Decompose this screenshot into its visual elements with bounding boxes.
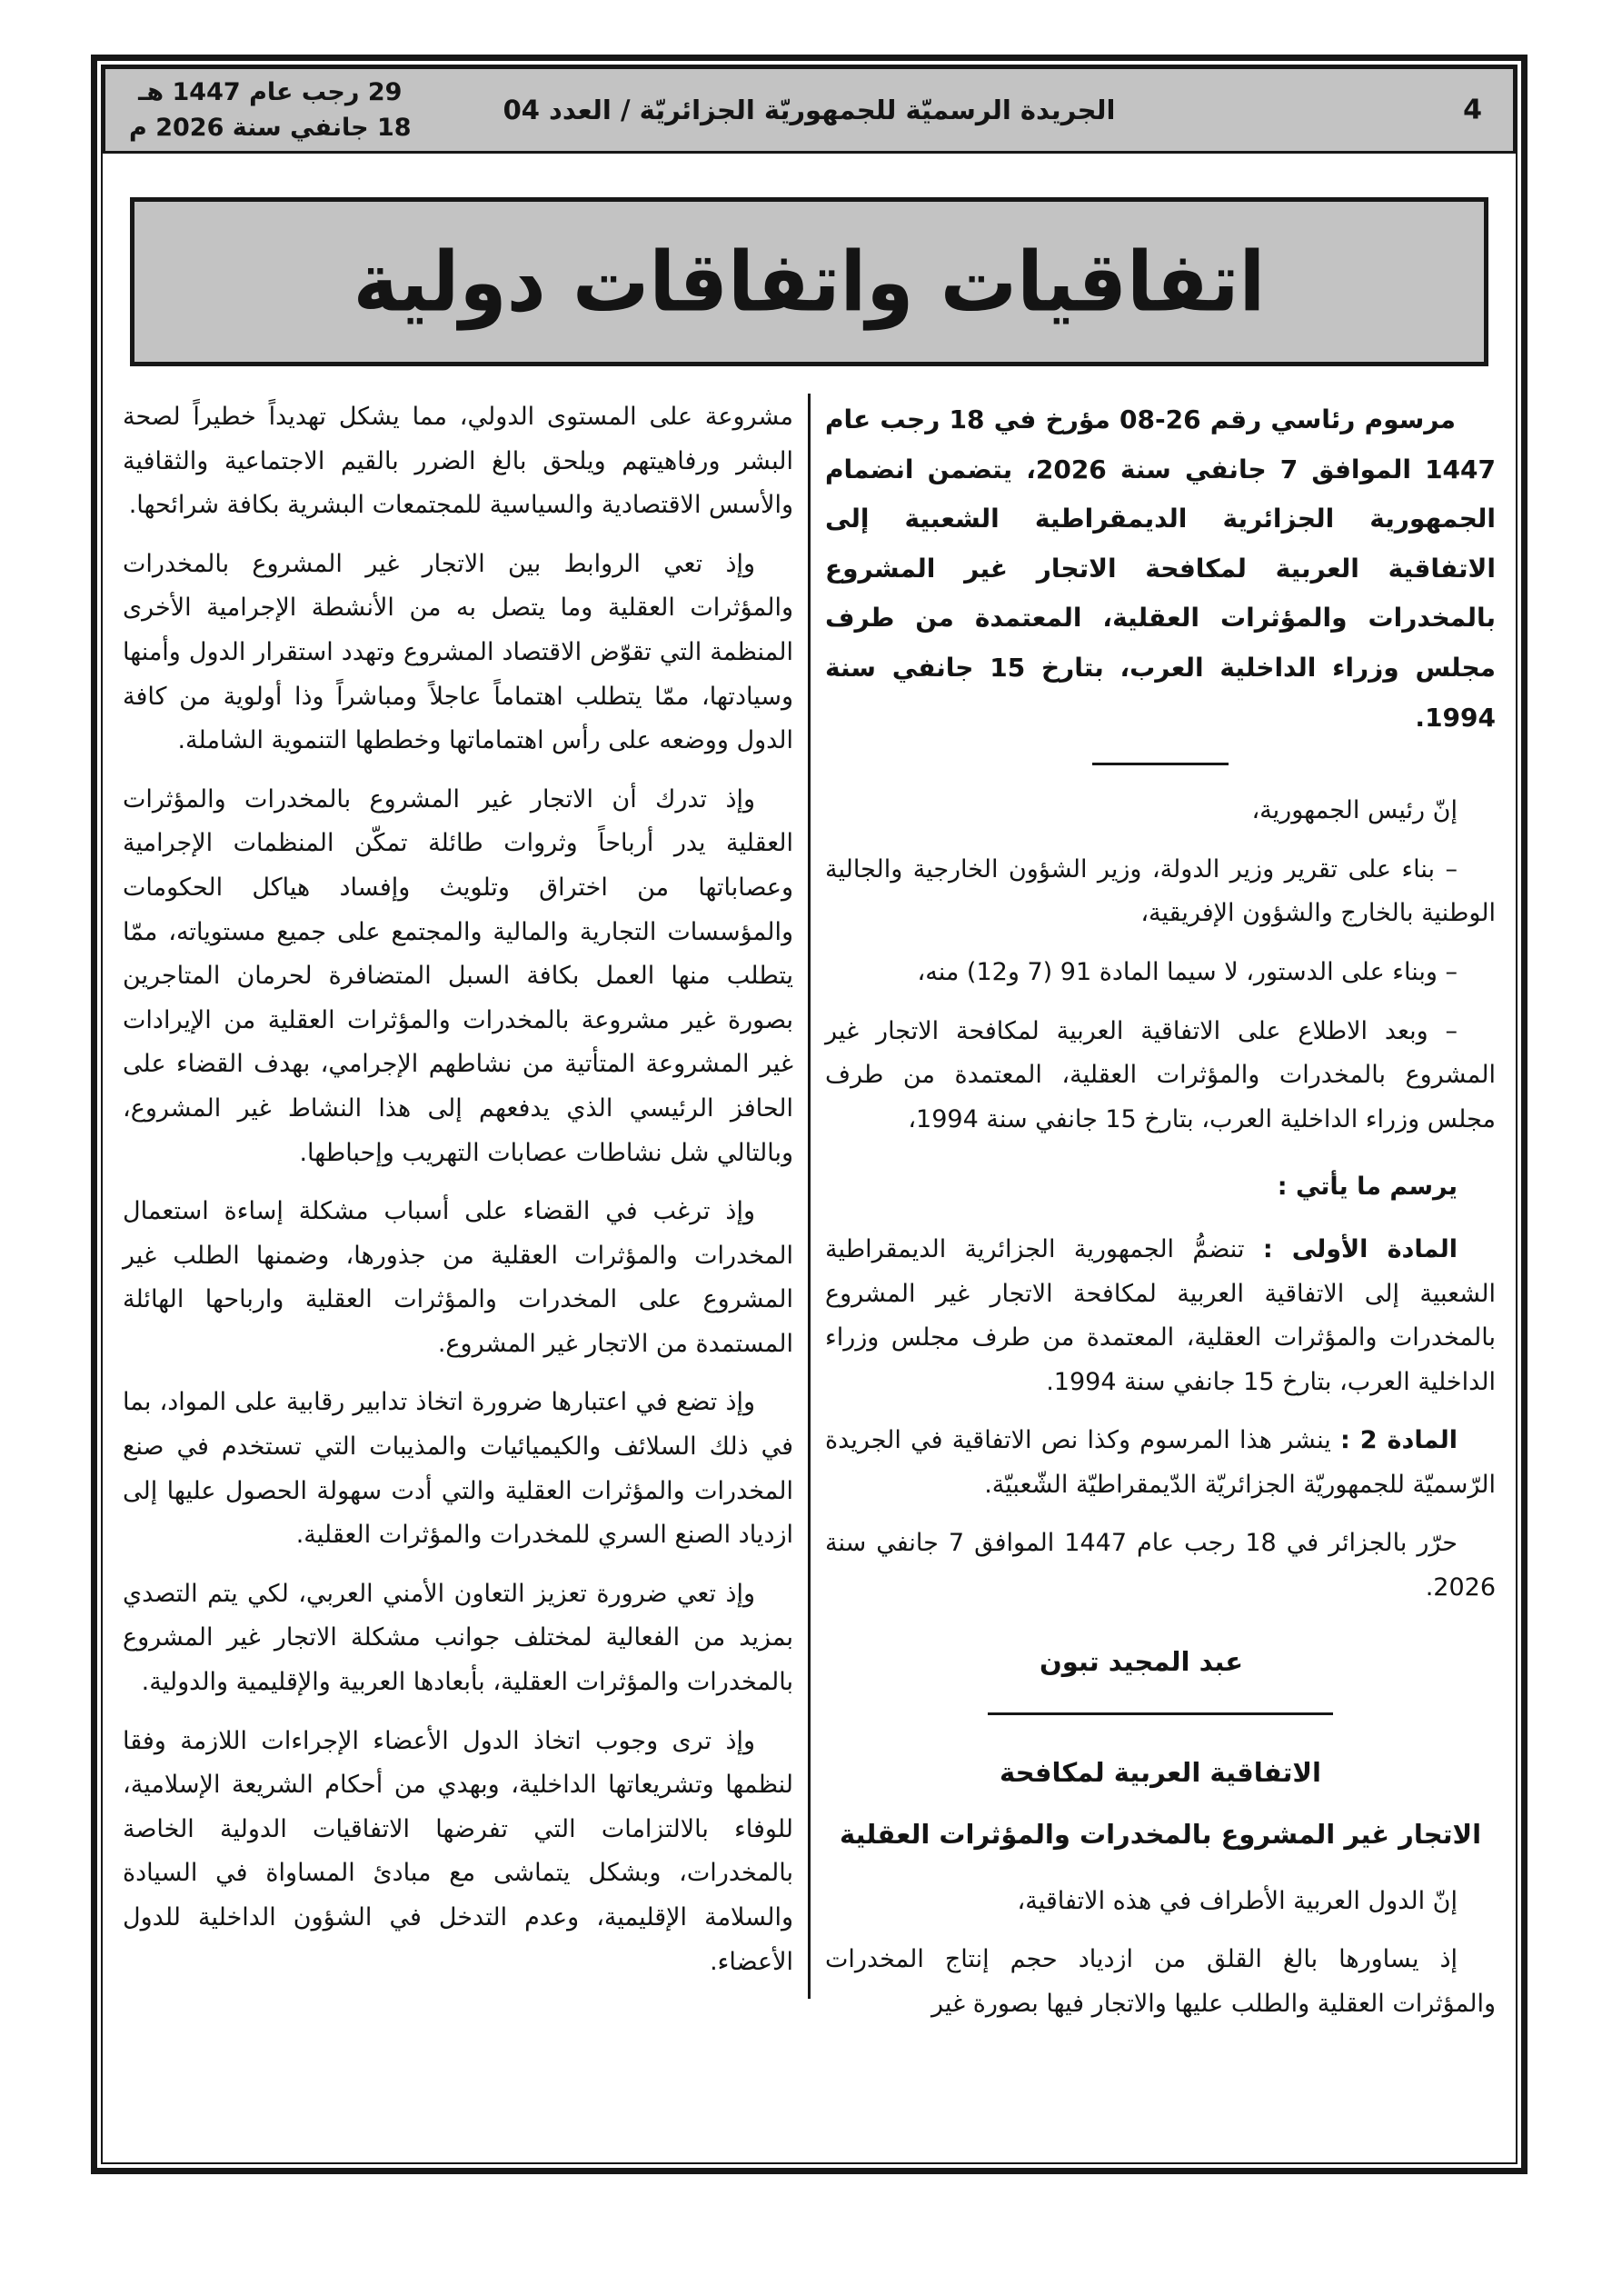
column-divider bbox=[808, 394, 811, 1999]
convention-paragraph: وإذ تعي الروابط بين الاتجار غير المشروع بالمخدرات والمؤثرات العقلية وما يتصل به من الأنشطة الإجرامية الأخرى المنظمة التي تقوّض الاقتصاد المشروع وتهدد استقرار الدول وأمنها وسيادتها، ممّا يتطلب اهتماماً عاجلاً ومباشراً وذا أولوية من كافة الدول ووضعه على رأس اهتماماتها وخططها التنموية الشاملة. bbox=[123, 549, 794, 755]
article-2-label: المادة 2 : bbox=[1339, 1426, 1458, 1455]
section-banner bbox=[130, 197, 1488, 366]
article-1 bbox=[825, 1228, 1496, 1404]
separator-rule bbox=[1092, 763, 1229, 765]
convention-title bbox=[825, 1752, 1496, 1856]
convention-title-line1: الاتفاقية العربية لمكافحة bbox=[1000, 1756, 1321, 1788]
visa-convention: – وبعد الاطلاع على الاتفاقية العربية لمكافحة الاتجار غير المشروع بالمخدرات والمؤثرات العقلية، المعتمدة من طرف مجلس وزراء الداخلية العرب، بتارخ 15 جانفي سنة 1994، bbox=[825, 1016, 1496, 1133]
convention-intro: إنّ الدول العربية الأطراف في هذه الاتفاقية، bbox=[1017, 1886, 1458, 1915]
column-left bbox=[110, 390, 806, 2026]
page-frame-inner bbox=[101, 65, 1518, 2164]
convention-paragraph: مشروعة على المستوى الدولي، مما يشكل تهديداً خطيراً لصحة البشر ورفاهيتهم ويلحق بالغ الضرر بالقيم الاجتماعية والثقافية والأسس الاقتصادية والسياسية للمجتمعات البشرية بكافة شرائحها. bbox=[123, 403, 794, 520]
header-date-hijri: 29 رجب عام 1447 هـ bbox=[138, 77, 403, 106]
article-1-text: تنضمُّ الجمهورية الجزائرية الديمقراطية الشعبية إلى الاتفاقية العربية لمكافحة الاتجار غير المشروع بالمخدرات والمؤثرات العقلية، المعتمدة من طرف مجلس وزراء الداخلية العرب، بتارخ 15 جانفي سنة 1994. bbox=[825, 1234, 1496, 1396]
article-2 bbox=[825, 1419, 1496, 1507]
header-band bbox=[103, 66, 1516, 154]
convention-paragraph: وإذ تعي ضرورة تعزيز التعاون الأمني العربي، لكي يتم التصدي بمزيد من الفعالية لمختلف جوانب مشكلة الاتجار غير المشروع بالمخدرات والمؤثرات العقلية، بأبعادها العربية والإقليمية والدولية. bbox=[123, 1579, 794, 1697]
article-2-text: ينشر هذا المرسوم وكذا نص الاتفاقية في الجريدة الرّسميّة للجمهوريّة الجزائريّة الدّيمقراطيّة الشّعبيّة. bbox=[825, 1426, 1496, 1499]
header-dates bbox=[129, 75, 412, 145]
convention-paragraph: وإذ ترى وجوب اتخاذ الدول الأعضاء الإجراءات اللازمة وفقا لنظمها وتشريعاتها الداخلية، وبهدي من أحكام الشريعة الإسلامية، للوفاء بالالتزامات التي تفرضها الاتفاقيات الدولية الخاصة بالمخدرات، وبشكل يتماشى مع مبادئ المساواة في السيادة والسلامة الإقليمية، وعدم التدخل في الشؤون الداخلية للدول الأعضاء. bbox=[123, 1726, 794, 1976]
section-banner-title: اتفاقيات واتفاقات دولية bbox=[353, 234, 1266, 330]
separator-rule bbox=[988, 1712, 1333, 1715]
issued-at: حرّر بالجزائر في 18 رجب عام 1447 الموافق 7 جانفي سنة 2026. bbox=[825, 1529, 1496, 1602]
visa-constitution: – وبناء على الدستور، لا سيما المادة 91 (7 و12) منه، bbox=[917, 957, 1458, 986]
journal-title: الجريدة الرسميّة للجمهوريّة الجزائريّة / العدد 04 bbox=[503, 95, 1116, 125]
enacting-formula: يرسم ما يأتي : bbox=[1277, 1173, 1458, 1202]
convention-paragraph: وإذ تدرك أن الاتجار غير المشروع بالمخدرات والمؤثرات العقلية يدر أرباحاً وثروات طائلة تمكّن المنظمات الإجرامية وعصاباتها من اختراق وتلويث وإفساد هياكل الحكومات والمؤسسات التجارية والمالية والمجتمع على جميع مستوياته، ممّا يتطلب منها العمل بكافة السبل المتضافرة لحرمان المتاجرين بصورة غير مشروعة بالمخدرات والمؤثرات العقلية من الإيرادات غير المشروعة المتأتية من نشاطهم الإجرامي، بهدف القضاء على الحافز الرئيسي الذي يدفعهم إلى هذا النشاط غير المشروع، وبالتالي شل نشاطات عصابات التهريب وإحباطها. bbox=[123, 784, 794, 1167]
decree-heading: مرسوم رئاسي رقم 26-08 مؤرخ في 18 رجب عام 1447 الموافق 7 جانفي سنة 2026، يتضمن انضمام الجمهورية الجزائرية الديمقراطية الشعبية إلى الاتفاقية العربية لمكافحة الاتجار غير المشروع بالمخدرات والمؤثرات العقلية، المعتمدة من طرف مجلس وزراء الداخلية العرب، بتارخ 15 جانفي سنة 1994. bbox=[825, 404, 1496, 733]
page-number: 4 bbox=[1463, 94, 1482, 126]
columns bbox=[110, 390, 1508, 2026]
signature: عبد المجيد تبون bbox=[1039, 1645, 1243, 1677]
convention-paragraph: إذ يساورها بالغ القلق من ازدياد حجم إنتاج المخدرات والمؤثرات العقلية والطلب عليها والاتجار فيها بصورة غير bbox=[825, 1945, 1496, 2018]
visa-report: – بناء على تقرير وزير الدولة، وزير الشؤون الخارجية والجالية الوطنية بالخارج والشؤون الإفريقية، bbox=[825, 854, 1496, 928]
article-1-label: المادة الأولى : bbox=[1262, 1234, 1458, 1263]
convention-title-line2: الاتجار غير المشروع بالمخدرات والمؤثرات العقلية bbox=[839, 1819, 1482, 1851]
preamble-intro: إنّ رئيس الجمهورية، bbox=[1251, 796, 1458, 825]
header-date-gregorian: 18 جانفي سنة 2026 م bbox=[129, 114, 412, 142]
convention-paragraph: وإذ ترغب في القضاء على أسباب مشكلة إساءة استعمال المخدرات والمؤثرات العقلية من جذورها، وضمنها الطلب غير المشروع على المخدرات والمؤثرات العقلية وارباحها الهائلة المستمدة من الاتجار غير المشروع. bbox=[123, 1197, 794, 1358]
column-right bbox=[812, 390, 1508, 2026]
convention-paragraph: وإذ تضع في اعتبارها ضرورة اتخاذ تدابير رقابية على المواد، بما في ذلك السلائف والكيميائيات والمذيبات التي تستخدم في صنع المخدرات والمؤثرات العقلية والتي أدت سهولة الحصول عليها إلى ازدياد الصنع السري للمخدرات والمؤثرات العقلية. bbox=[123, 1388, 794, 1550]
page-frame bbox=[91, 55, 1527, 2174]
